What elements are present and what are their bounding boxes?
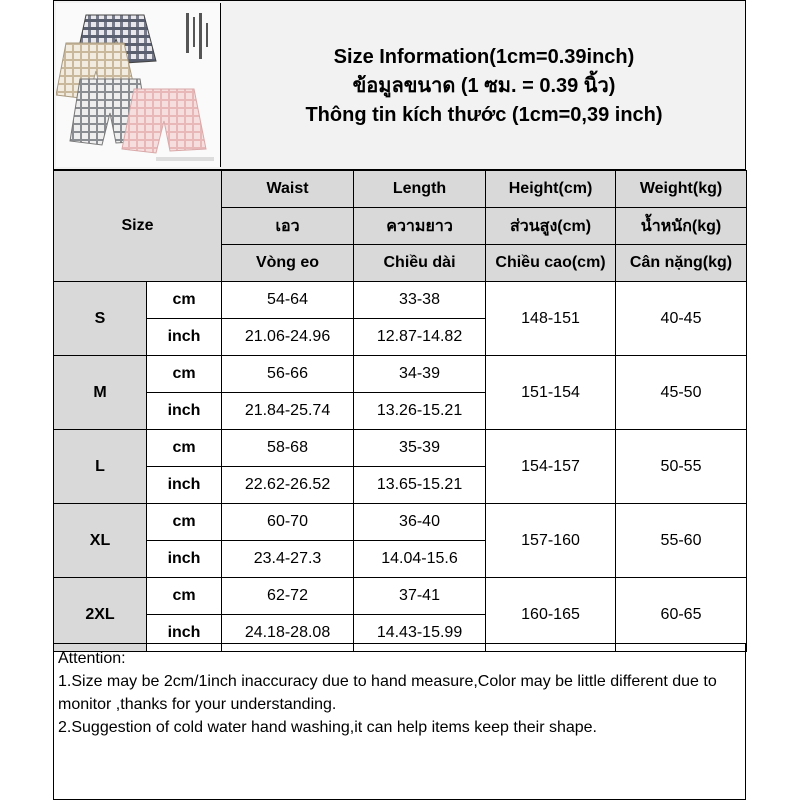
unit-inch: inch [147,319,222,356]
size-label-2xl: 2XL [54,578,147,652]
length-cm: 35-39 [354,430,486,467]
plaid-shorts-illustration [56,3,220,167]
weight-range: 60-65 [616,578,747,652]
unit-cm: cm [147,578,222,615]
attention-note-1: 1.Size may be 2cm/1inch inaccuracy due to hand measure,Color may be little different due to monitor ,thanks for your understanding. [58,673,717,713]
col-height-en: Height(cm) [486,171,616,208]
size-table [53,170,747,652]
length-cm: 36-40 [354,504,486,541]
length-inch: 13.65-15.21 [354,467,486,504]
unit-inch: inch [147,467,222,504]
weight-range: 50-55 [616,430,747,504]
length-cm: 33-38 [354,282,486,319]
height-range: 151-154 [486,356,616,430]
unit-cm: cm [147,504,222,541]
height-range: 160-165 [486,578,616,652]
weight-range: 40-45 [616,282,747,356]
waist-cm: 58-68 [222,430,354,467]
table-row [54,504,747,541]
table-row [54,356,747,393]
waist-inch: 22.62-26.52 [222,467,354,504]
size-info-thai: ข้อมูลขนาด (1 ซม. = 0.39 นิ้ว) [352,75,616,97]
col-waist-en: Waist [222,171,354,208]
col-length-en: Length [354,171,486,208]
waist-cm: 56-66 [222,356,354,393]
attention-notes [53,643,746,800]
size-info-vietnamese: Thông tin kích thước (1cm=0,39 inch) [305,104,663,126]
length-cm: 34-39 [354,356,486,393]
length-inch: 12.87-14.82 [354,319,486,356]
weight-range: 45-50 [616,356,747,430]
product-photo [56,3,221,167]
attention-note-2: 2.Suggestion of cold water hand washing,it can help items keep their shape. [58,719,597,736]
col-height-vi: Chiều cao(cm) [486,245,616,282]
size-info-english: Size Information(1cm=0.39inch) [333,46,635,68]
unit-inch: inch [147,615,222,652]
height-range: 154-157 [486,430,616,504]
table-row [54,282,747,319]
waist-cm: 60-70 [222,504,354,541]
unit-inch: inch [147,393,222,430]
col-weight-en: Weight(kg) [616,171,747,208]
unit-cm: cm [147,282,222,319]
size-label-l: L [54,430,147,504]
size-header: Size [54,171,222,282]
waist-inch: 23.4-27.3 [222,541,354,578]
weight-range: 55-60 [616,504,747,578]
size-label-s: S [54,282,147,356]
unit-cm: cm [147,430,222,467]
col-waist-th: เอว [222,208,354,245]
size-chart-sheet [53,0,746,800]
size-label-m: M [54,356,147,430]
header-row-english [54,171,747,208]
unit-inch: inch [147,541,222,578]
waist-inch: 24.18-28.08 [222,615,354,652]
col-length-th: ความยาว [354,208,486,245]
length-inch: 14.04-15.6 [354,541,486,578]
waist-inch: 21.06-24.96 [222,319,354,356]
waist-cm: 54-64 [222,282,354,319]
attention-title: Attention: [58,650,126,667]
size-label-xl: XL [54,504,147,578]
col-weight-th: น้ำหนัก(kg) [616,208,747,245]
size-info-text [224,43,744,130]
unit-cm: cm [147,356,222,393]
length-inch: 13.26-15.21 [354,393,486,430]
col-weight-vi: Cân nặng(kg) [616,245,747,282]
col-length-vi: Chiều dài [354,245,486,282]
table-row [54,430,747,467]
size-info-header [53,0,746,170]
col-height-th: ส่วนสูง(cm) [486,208,616,245]
length-cm: 37-41 [354,578,486,615]
waist-cm: 62-72 [222,578,354,615]
waist-inch: 21.84-25.74 [222,393,354,430]
table-row [54,578,747,615]
height-range: 157-160 [486,504,616,578]
length-inch: 14.43-15.99 [354,615,486,652]
col-waist-vi: Vòng eo [222,245,354,282]
height-range: 148-151 [486,282,616,356]
